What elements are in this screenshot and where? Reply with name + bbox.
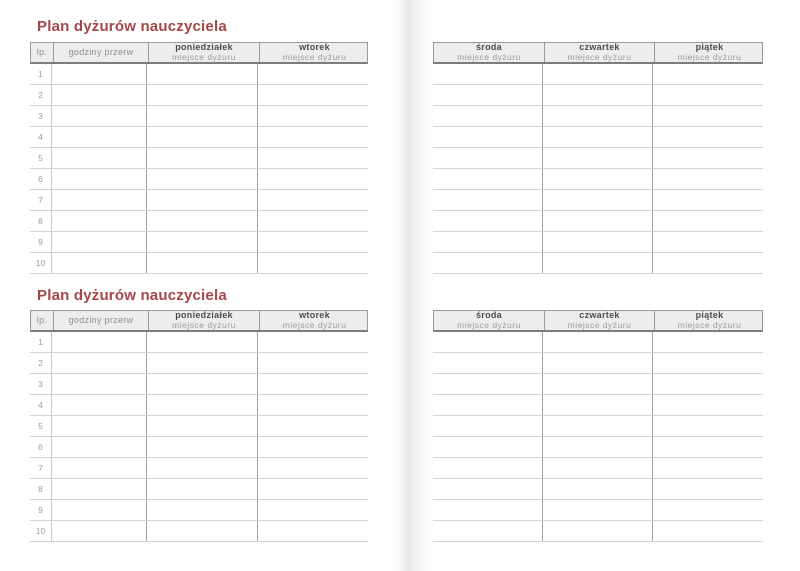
cell-col-sroda [433, 353, 543, 373]
header-col-czwartek [544, 43, 654, 62]
col-piatek-sublabel: miejsce dyżuru [677, 52, 742, 62]
cell-col-lp: 4 [30, 395, 52, 415]
cell-col-godziny-przerw [52, 85, 147, 105]
cell-col-poniedzialek [147, 332, 258, 352]
cell-col-lp: 2 [30, 85, 52, 105]
table-row [30, 353, 368, 374]
table-header-row [433, 310, 763, 332]
cell-col-piatek [653, 521, 763, 541]
col-sroda-sublabel: miejsce dyżuru [457, 320, 521, 330]
table-row [433, 437, 763, 458]
table-row [433, 211, 763, 232]
page-title-top: Plan dyżurów nauczyciela [37, 18, 227, 35]
cell-col-poniedzialek [147, 437, 258, 457]
cell-col-piatek [653, 232, 763, 252]
cell-col-godziny-przerw [52, 211, 147, 231]
cell-col-sroda [433, 211, 543, 231]
cell-col-poniedzialek [147, 127, 258, 147]
cell-col-czwartek [543, 479, 653, 499]
cell-col-czwartek [543, 458, 653, 478]
table-row [433, 106, 763, 127]
header-col-sroda [434, 43, 544, 62]
cell-col-lp: 7 [30, 190, 52, 210]
cell-col-piatek [653, 127, 763, 147]
col-poniedzialek-sublabel: miejsce dyżuru [172, 52, 236, 62]
cell-col-czwartek [543, 437, 653, 457]
cell-col-wtorek [258, 353, 368, 373]
cell-col-piatek [653, 500, 763, 520]
cell-col-lp: 9 [30, 500, 52, 520]
cell-col-sroda [433, 85, 543, 105]
cell-col-wtorek [258, 253, 368, 273]
table-row [433, 232, 763, 253]
table-row [30, 253, 368, 274]
cell-col-sroda [433, 127, 543, 147]
col-poniedzialek-label: poniedziałek [175, 43, 233, 52]
cell-col-godziny-przerw [52, 169, 147, 189]
cell-col-poniedzialek [147, 374, 258, 394]
table-body [433, 332, 763, 542]
cell-col-godziny-przerw [52, 479, 147, 499]
table-row [433, 64, 763, 85]
cell-col-lp: 1 [30, 64, 52, 84]
cell-col-sroda [433, 169, 543, 189]
table-body [30, 332, 368, 542]
cell-col-piatek [653, 395, 763, 415]
cell-col-lp: 3 [30, 106, 52, 126]
cell-col-poniedzialek [147, 458, 258, 478]
cell-col-wtorek [258, 211, 368, 231]
table-row [433, 395, 763, 416]
cell-col-sroda [433, 374, 543, 394]
cell-col-lp: 8 [30, 211, 52, 231]
table-row [433, 500, 763, 521]
cell-col-godziny-przerw [52, 64, 147, 84]
cell-col-godziny-przerw [52, 395, 147, 415]
table-row [30, 521, 368, 542]
cell-col-poniedzialek [147, 190, 258, 210]
header-col-lp [31, 43, 53, 62]
table-header-row [30, 42, 368, 64]
cell-col-wtorek [258, 500, 368, 520]
cell-col-poniedzialek [147, 211, 258, 231]
cell-col-czwartek [543, 232, 653, 252]
col-sroda-label: środa [475, 311, 502, 320]
cell-col-sroda [433, 479, 543, 499]
table-row [30, 85, 368, 106]
cell-col-piatek [653, 353, 763, 373]
cell-col-sroda [433, 500, 543, 520]
cell-col-lp: 10 [30, 521, 52, 541]
cell-col-sroda [433, 253, 543, 273]
table-body [433, 64, 763, 274]
cell-col-czwartek [543, 127, 653, 147]
cell-col-czwartek [543, 500, 653, 520]
cell-col-czwartek [543, 169, 653, 189]
page-gutter-shadow [392, 0, 434, 571]
cell-col-godziny-przerw [52, 190, 147, 210]
table-row [30, 437, 368, 458]
cell-col-wtorek [258, 479, 368, 499]
cell-col-lp: 4 [30, 127, 52, 147]
cell-col-wtorek [258, 437, 368, 457]
cell-col-poniedzialek [147, 253, 258, 273]
table-row [30, 479, 368, 500]
cell-col-godziny-przerw [52, 127, 147, 147]
table-row [30, 127, 368, 148]
cell-col-lp: 1 [30, 332, 52, 352]
table-row [433, 169, 763, 190]
cell-col-lp: 3 [30, 374, 52, 394]
table-header-row [30, 310, 368, 332]
cell-col-wtorek [258, 127, 368, 147]
duty-table-mon-tue-top [30, 42, 368, 274]
table-row [30, 148, 368, 169]
cell-col-piatek [653, 332, 763, 352]
cell-col-piatek [653, 169, 763, 189]
header-col-wtorek [259, 311, 369, 330]
cell-col-piatek [653, 253, 763, 273]
cell-col-poniedzialek [147, 479, 258, 499]
table-row [30, 500, 368, 521]
col-piatek-label: piątek [695, 311, 724, 320]
cell-col-czwartek [543, 106, 653, 126]
cell-col-wtorek [258, 521, 368, 541]
cell-col-godziny-przerw [52, 458, 147, 478]
col-czwartek-label: czwartek [579, 311, 620, 320]
cell-col-czwartek [543, 353, 653, 373]
cell-col-poniedzialek [147, 106, 258, 126]
col-czwartek-sublabel: miejsce dyżuru [567, 52, 632, 62]
col-wtorek-sublabel: miejsce dyżuru [282, 320, 347, 330]
table-row [30, 416, 368, 437]
cell-col-poniedzialek [147, 521, 258, 541]
table-row [433, 374, 763, 395]
cell-col-czwartek [543, 521, 653, 541]
cell-col-piatek [653, 190, 763, 210]
cell-col-sroda [433, 521, 543, 541]
col-poniedzialek-label: poniedziałek [175, 311, 233, 320]
cell-col-piatek [653, 106, 763, 126]
cell-col-poniedzialek [147, 64, 258, 84]
duty-table-mon-tue-bottom [30, 310, 368, 542]
cell-col-lp: 5 [30, 416, 52, 436]
table-row [433, 458, 763, 479]
cell-col-poniedzialek [147, 232, 258, 252]
cell-col-sroda [433, 106, 543, 126]
cell-col-wtorek [258, 106, 368, 126]
cell-col-piatek [653, 437, 763, 457]
cell-col-godziny-przerw [52, 232, 147, 252]
cell-col-godziny-przerw [52, 332, 147, 352]
col-piatek-sublabel: miejsce dyżuru [677, 320, 742, 330]
cell-col-piatek [653, 458, 763, 478]
cell-col-piatek [653, 374, 763, 394]
table-row [30, 190, 368, 211]
table-row [433, 148, 763, 169]
cell-col-poniedzialek [147, 148, 258, 168]
cell-col-czwartek [543, 253, 653, 273]
col-czwartek-sublabel: miejsce dyżuru [567, 320, 632, 330]
header-col-poniedzialek [148, 43, 259, 62]
col-lp-label: lp. [36, 47, 48, 57]
header-col-wtorek [259, 43, 369, 62]
col-piatek-label: piątek [695, 43, 724, 52]
cell-col-sroda [433, 437, 543, 457]
cell-col-wtorek [258, 85, 368, 105]
header-col-piatek [654, 311, 764, 330]
cell-col-czwartek [543, 374, 653, 394]
col-wtorek-label: wtorek [299, 43, 330, 52]
header-col-poniedzialek [148, 311, 259, 330]
table-row [433, 353, 763, 374]
col-godziny-przerw-label: godziny przerw [68, 315, 134, 325]
duty-table-wed-fri-bottom [433, 310, 763, 542]
cell-col-piatek [653, 211, 763, 231]
table-row [30, 106, 368, 127]
cell-col-poniedzialek [147, 353, 258, 373]
table-body [30, 64, 368, 274]
table-header-row [433, 42, 763, 64]
cell-col-sroda [433, 64, 543, 84]
col-sroda-label: środa [475, 43, 502, 52]
cell-col-wtorek [258, 169, 368, 189]
col-lp-label: lp. [36, 315, 48, 325]
header-col-godziny-przerw [53, 43, 148, 62]
cell-col-poniedzialek [147, 85, 258, 105]
cell-col-godziny-przerw [52, 416, 147, 436]
cell-col-czwartek [543, 416, 653, 436]
cell-col-sroda [433, 395, 543, 415]
cell-col-godziny-przerw [52, 521, 147, 541]
header-col-lp [31, 311, 53, 330]
cell-col-lp: 2 [30, 353, 52, 373]
cell-col-poniedzialek [147, 395, 258, 415]
cell-col-godziny-przerw [52, 106, 147, 126]
table-row [30, 169, 368, 190]
cell-col-lp: 5 [30, 148, 52, 168]
cell-col-lp: 8 [30, 479, 52, 499]
cell-col-poniedzialek [147, 500, 258, 520]
cell-col-godziny-przerw [52, 148, 147, 168]
col-sroda-sublabel: miejsce dyżuru [457, 52, 521, 62]
cell-col-poniedzialek [147, 169, 258, 189]
cell-col-godziny-przerw [52, 500, 147, 520]
cell-col-wtorek [258, 332, 368, 352]
cell-col-sroda [433, 416, 543, 436]
cell-col-wtorek [258, 190, 368, 210]
cell-col-lp: 9 [30, 232, 52, 252]
table-row [433, 479, 763, 500]
col-czwartek-label: czwartek [579, 43, 620, 52]
table-row [30, 458, 368, 479]
header-col-sroda [434, 311, 544, 330]
col-wtorek-sublabel: miejsce dyżuru [282, 52, 347, 62]
header-col-godziny-przerw [53, 311, 148, 330]
cell-col-czwartek [543, 148, 653, 168]
cell-col-czwartek [543, 64, 653, 84]
table-row [30, 395, 368, 416]
table-row [433, 190, 763, 211]
cell-col-sroda [433, 148, 543, 168]
table-row [433, 521, 763, 542]
cell-col-lp: 7 [30, 458, 52, 478]
table-row [433, 416, 763, 437]
cell-col-sroda [433, 190, 543, 210]
cell-col-godziny-przerw [52, 253, 147, 273]
cell-col-godziny-przerw [52, 437, 147, 457]
cell-col-piatek [653, 148, 763, 168]
col-godziny-przerw-label: godziny przerw [68, 47, 134, 57]
table-row [433, 332, 763, 353]
cell-col-poniedzialek [147, 416, 258, 436]
table-row [433, 85, 763, 106]
cell-col-piatek [653, 479, 763, 499]
cell-col-piatek [653, 85, 763, 105]
cell-col-czwartek [543, 211, 653, 231]
col-poniedzialek-sublabel: miejsce dyżuru [172, 320, 236, 330]
header-col-czwartek [544, 311, 654, 330]
cell-col-godziny-przerw [52, 374, 147, 394]
table-row [30, 374, 368, 395]
cell-col-lp: 6 [30, 169, 52, 189]
cell-col-czwartek [543, 332, 653, 352]
cell-col-lp: 10 [30, 253, 52, 273]
table-row [30, 232, 368, 253]
cell-col-piatek [653, 416, 763, 436]
table-row [30, 64, 368, 85]
table-row [433, 253, 763, 274]
cell-col-godziny-przerw [52, 353, 147, 373]
table-row [30, 211, 368, 232]
cell-col-wtorek [258, 395, 368, 415]
cell-col-wtorek [258, 458, 368, 478]
table-row [433, 127, 763, 148]
cell-col-wtorek [258, 232, 368, 252]
cell-col-lp: 6 [30, 437, 52, 457]
cell-col-wtorek [258, 64, 368, 84]
duty-table-wed-fri-top [433, 42, 763, 274]
cell-col-sroda [433, 232, 543, 252]
cell-col-piatek [653, 64, 763, 84]
cell-col-wtorek [258, 416, 368, 436]
page-title-bottom: Plan dyżurów nauczyciela [37, 287, 227, 304]
cell-col-sroda [433, 458, 543, 478]
cell-col-czwartek [543, 395, 653, 415]
cell-col-wtorek [258, 374, 368, 394]
cell-col-czwartek [543, 190, 653, 210]
col-wtorek-label: wtorek [299, 311, 330, 320]
table-row [30, 332, 368, 353]
cell-col-sroda [433, 332, 543, 352]
cell-col-czwartek [543, 85, 653, 105]
cell-col-wtorek [258, 148, 368, 168]
header-col-piatek [654, 43, 764, 62]
